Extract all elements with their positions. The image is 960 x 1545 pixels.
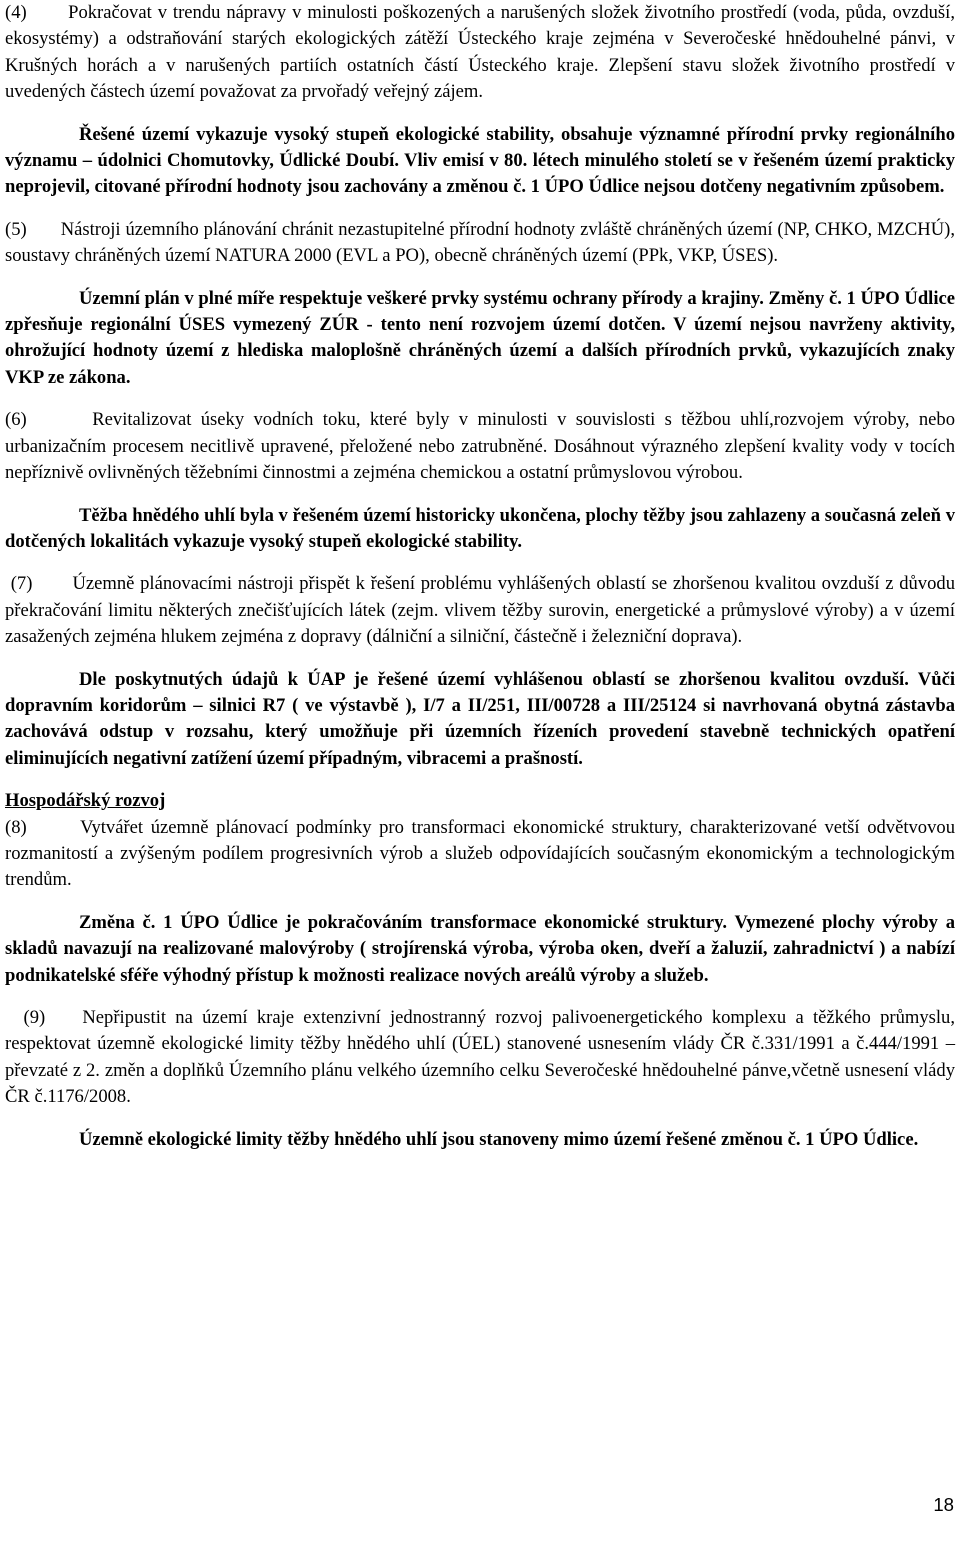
spacer [5, 1111, 955, 1127]
paragraph-9: (9) Nepřipustit na území kraje extenzivní jednostranný rozvoj palivoenergetického komplexu a těžkého průmyslu, respektovat územně ekologické limity těžby hnědého uhlí (ÚEL) stanovené usnesením vlády ČR č.331/1991 a č.444/1991 – převzaté z 2. změn a doplňků Územního plánu velkého územního celku Severočeské hnědouhelné pánve,včetně usnesení vlády ČR č.1176/2008. [5, 1007, 955, 1108]
spacer [5, 201, 955, 217]
spacer [5, 989, 955, 1005]
spacer [5, 651, 955, 667]
spacer [5, 772, 955, 788]
spacer [5, 391, 955, 407]
paragraph-8: (8) Vytvářet územně plánovací podmínky pro transformaci ekonomické struktury, charakterizované vetší odvětvovou rozmanitostí a zvýšeným podílem progresivních výrob a služeb odpovídajících současným ekonomickým a technologickým trendům. [5, 816, 955, 891]
spacer [5, 106, 955, 122]
section-heading: Hospodářský rozvoj [5, 790, 166, 812]
paragraph-9-comment: Územně ekologické limity těžby hnědého uhlí jsou stanoveny mimo území řešené změnou č. 1 ÚPO Údlice. [79, 1128, 919, 1150]
spacer [5, 487, 955, 503]
spacer [5, 894, 955, 910]
paragraph-4: (4) Pokračovat v trendu nápravy v minulosti poškozených a narušených složek životního prostředí (voda, půda, ovzduší, ekosystémy) a odstraňování starých ekologických zátěží Ústeckého kraje zejména v Severočeské hnědouhelné pánvi, v Krušných horách a v narušených partiích ostatních částí Ústeckého kraje. Zlepšení stavu složek životního prostředí v uvedených částech území považovat za prvořadý veřejný zájem. [5, 2, 955, 103]
paragraph-7-comment: Dle poskytnutých údajů k ÚAP je řešené území vyhlášenou oblastí se zhoršenou kvalitou ovzduší. Vůči dopravním koridorům – silnici R7 ( ve výstavbě ), I/7 a II/251, III/00728 a III/25124 si navrhovaná obytná zástavba zachovává odstup v rozsahu, který umožňuje při územních řízeních provedení stavebně technických opatření eliminujících negativní zatížení území případným, vibracemi a prašností. [5, 668, 955, 769]
paragraph-8-comment: Změna č. 1 ÚPO Údlice je pokračováním transformace ekonomické struktury. Vymezené plochy výroby a skladů navazují na realizované malovýroby ( strojírenská výroba, výroba oken, dveří a žaluzií, zahradnictví ) a nabízí podnikatelské sféře výhodný přístup k možnosti realizace nových areálů výroby a služeb. [5, 911, 955, 986]
paragraph-7: (7) Územně plánovacími nástroji přispět k řešení problému vyhlášených oblastí se zhoršenou kvalitou ovzduší z důvodu překračování limitu některých znečišťujících látek (zejm. vlivem těžby surovin, energetické a průmyslové výroby) a v území zasažených zejména hlukem zejména z dopravy (dálniční a silniční, částečně i železniční doprava). [5, 573, 955, 648]
paragraph-5: (5) Nástroji územního plánování chránit nezastupitelné přírodní hodnoty zvláště chráněných území (NP, CHKO, MZCHÚ), soustavy chráněných území NATURA 2000 (EVL a PO), obecně chráněných území (PPk, VKP, ÚSES). [5, 218, 955, 267]
spacer [5, 270, 955, 286]
document-page [5, 0, 955, 1153]
page-number: 18 [933, 1494, 954, 1515]
paragraph-5-comment: Územní plán v plné míře respektuje veškeré prvky systému ochrany přírody a krajiny. Změny č. 1 ÚPO Údlice zpřesňuje regionální ÚSES vymezený ZÚR - tento není rozvojem území dotčen. V území nejsou navrženy aktivity, ohrožující hodnoty území z hlediska maloplošně chráněných území a dalších přírodních prvků, vykazujících znaky VKP ze zákona. [5, 287, 955, 388]
paragraph-6: (6) Revitalizovat úseky vodních toku, které byly v minulosti v souvislosti s těžbou uhlí,rozvojem výroby, nebo urbanizačním procesem necitlivě upravené, přeložené nebo zatrubněné. Dosáhnout výrazného zlepšení kvality vody v tocích nepříznivě ovlivněných těžebními činnostmi a zejména chemickou a ostatní průmyslovou výrobou. [5, 409, 955, 484]
spacer [5, 555, 955, 571]
paragraph-6-comment: Těžba hnědého uhlí byla v řešeném území historicky ukončena, plochy těžby jsou zahlazeny a současná zeleň v dotčených lokalitách vykazuje vysoký stupeň ekologické stability. [5, 504, 955, 552]
paragraph-4-comment: Řešené území vykazuje vysoký stupeň ekologické stability, obsahuje významné přírodní prvky regionálního významu – údolnici Chomutovky, Údlické Doubí. Vliv emisí v 80. létech minulého století se v řešeném území prakticky neprojevil, citované přírodní hodnoty jsou zachovány a změnou č. 1 ÚPO Údlice nejsou dotčeny negativním způsobem. [5, 123, 955, 198]
